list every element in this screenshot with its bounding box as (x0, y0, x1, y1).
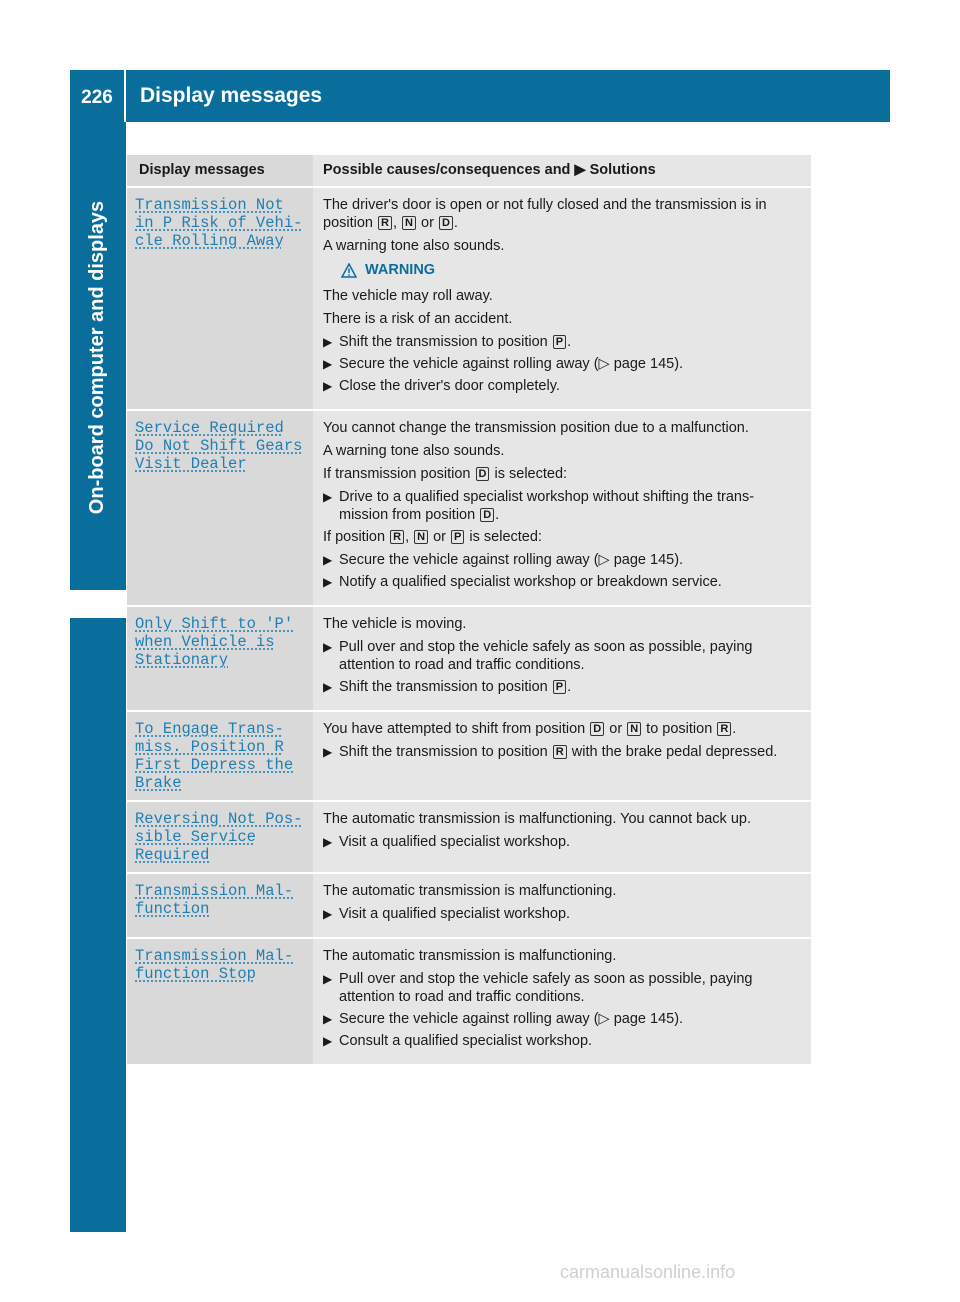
side-tab-label: On-board computer and displays (86, 200, 109, 514)
gear-key-icon: R (378, 216, 392, 230)
watermark: carmanualsonline.info (560, 1262, 736, 1282)
gear-key-icon: P (553, 680, 566, 694)
step-arrow-icon: ▶ (323, 1034, 333, 1048)
page-header (70, 70, 890, 122)
display-message: Transmission Mal‐ function Stop (127, 939, 313, 1064)
table-row (127, 411, 811, 607)
instruction-step: ▶ Pull over and stop the vehicle safely as soon as possible, paying attention to road and traffic conditions. (323, 639, 753, 673)
instruction-step: ▶ Notify a qualified specialist workshop or breakdown service. (323, 574, 722, 590)
display-message: Service Required Do Not Shift Gears Visit Dealer (127, 411, 313, 605)
gear-key-icon: N (627, 722, 641, 736)
display-message: To Engage Trans‐ miss. Position R First Depress the Brake (127, 712, 313, 800)
gear-key-icon: N (414, 530, 428, 544)
step-arrow-icon: ▶ (323, 680, 333, 694)
table-row (127, 607, 811, 712)
page-title: Display messages (140, 84, 323, 107)
step-arrow-icon: ▶ (323, 907, 333, 921)
page-ref-icon: ▷ (598, 356, 610, 372)
step-arrow-icon: ▶ (323, 335, 333, 349)
table-row (127, 802, 811, 874)
table-header (127, 155, 811, 188)
display-message: Transmission Mal‐ function (127, 874, 313, 937)
instruction-step: ▶ Shift the transmission to position P . (323, 334, 572, 350)
warning-heading: WARNING (341, 261, 799, 279)
message-details: The driver's door is open or not fully closed and the transmission is in position R , N or D . A warning tone also sounds. WARNING The vehicle may roll away. There is a risk of an accident. ▶ Shift the transmission to position P . ▶ Secure the vehicle against rolling away (▷ page 145). ▶ Close the driver's door completely. (313, 188, 811, 409)
instruction-step: ▶ Pull over and stop the vehicle safely as soon as possible, paying attention to road and traffic conditions. (323, 971, 753, 1005)
step-arrow-icon: ▶ (323, 835, 333, 849)
instruction-step: ▶ Secure the vehicle against rolling away (▷ page 145). (323, 1011, 684, 1027)
instruction-step: ▶ Close the driver's door completely. (323, 378, 560, 394)
message-details: You have attempted to shift from position D or N to position R . ▶ Shift the transmission to position R with the brake pedal depressed. (313, 712, 811, 800)
page-reference[interactable]: page 145). (613, 1011, 684, 1027)
instruction-step: ▶ Shift the transmission to position P . (323, 679, 572, 695)
message-details: The vehicle is moving. ▶ Pull over and stop the vehicle safely as soon as possible, paying attention to road and traffic conditions. ▶ Shift the transmission to position P . (313, 607, 811, 710)
instruction-step: ▶ Visit a qualified specialist workshop. (323, 834, 571, 850)
column-header-messages: Display messages (127, 155, 313, 186)
side-tab-divider (70, 590, 126, 618)
gear-key-icon: D (590, 722, 604, 736)
step-arrow-icon: ▶ (323, 553, 333, 567)
display-messages-table (127, 155, 811, 1066)
step-arrow-icon: ▶ (323, 379, 333, 393)
instruction-step: ▶ Drive to a qualified specialist workshop without shifting the trans‐ mission from position D . (323, 489, 755, 523)
display-message: Reversing Not Pos‐ sible Service Required (127, 802, 313, 872)
instruction-step: ▶ Secure the vehicle against rolling away (▷ page 145). (323, 552, 684, 568)
gear-key-icon: N (402, 216, 416, 230)
side-tab (70, 122, 126, 1232)
column-header-causes: Possible causes/consequences and ▶ Solutions (323, 162, 656, 178)
step-arrow-icon: ▶ (323, 972, 333, 986)
table-row (127, 712, 811, 802)
table-row (127, 874, 811, 939)
table-row (127, 939, 811, 1066)
gear-key-icon: R (553, 745, 567, 759)
page-reference[interactable]: page 145). (613, 552, 684, 568)
instruction-step: ▶ Consult a qualified specialist workshop. (323, 1033, 593, 1049)
message-details: The automatic transmission is malfunctioning. ▶ Pull over and stop the vehicle safely as soon as possible, paying attention to road and traffic conditions. ▶ Secure the vehicle against rolling away (▷ page 145). ▶ Consult a qualified specialist workshop. (313, 939, 811, 1064)
gear-key-icon: R (390, 530, 404, 544)
step-arrow-icon: ▶ (323, 575, 333, 589)
instruction-step: ▶ Visit a qualified specialist workshop. (323, 906, 571, 922)
message-details: The automatic transmission is malfunctioning. ▶ Visit a qualified specialist workshop. (313, 874, 811, 937)
display-message: Only Shift to 'P' when Vehicle is Stationary (127, 607, 313, 710)
message-details: The automatic transmission is malfunctioning. You cannot back up. ▶ Visit a qualified specialist workshop. (313, 802, 811, 872)
message-details: You cannot change the transmission position due to a malfunction. A warning tone also sounds. If transmission position D is selected: ▶ Drive to a qualified specialist workshop without shifting the trans‐ mission from position D . If position R , N or P is selected: ▶ Secure the vehicle against rolling away (▷ page 145). ▶ Notify a qualified specialist workshop or breakdown service. (313, 411, 811, 605)
instruction-step: ▶ Secure the vehicle against rolling away (▷ page 145). (323, 356, 684, 372)
table-row (127, 188, 811, 411)
step-arrow-icon: ▶ (323, 745, 333, 759)
gear-key-icon: D (439, 216, 453, 230)
page-number: 226 (70, 70, 126, 122)
display-message: Transmission Not in P Risk of Vehi‐ cle Rolling Away (127, 188, 313, 409)
arrow-right-icon: ▶ (574, 162, 586, 178)
page-ref-icon: ▷ (598, 1011, 610, 1027)
step-arrow-icon: ▶ (323, 640, 333, 654)
gear-key-icon: D (480, 508, 494, 522)
gear-key-icon: P (451, 530, 464, 544)
gear-key-icon: R (717, 722, 731, 736)
step-arrow-icon: ▶ (323, 357, 333, 371)
page-reference[interactable]: page 145). (613, 356, 684, 372)
page-ref-icon: ▷ (598, 552, 610, 568)
step-arrow-icon: ▶ (323, 490, 333, 504)
step-arrow-icon: ▶ (323, 1012, 333, 1026)
instruction-step: ▶ Shift the transmission to position R with the brake pedal depressed. (323, 744, 778, 760)
warning-triangle-icon (341, 263, 357, 278)
gear-key-icon: P (553, 335, 566, 349)
gear-key-icon: D (476, 467, 490, 481)
